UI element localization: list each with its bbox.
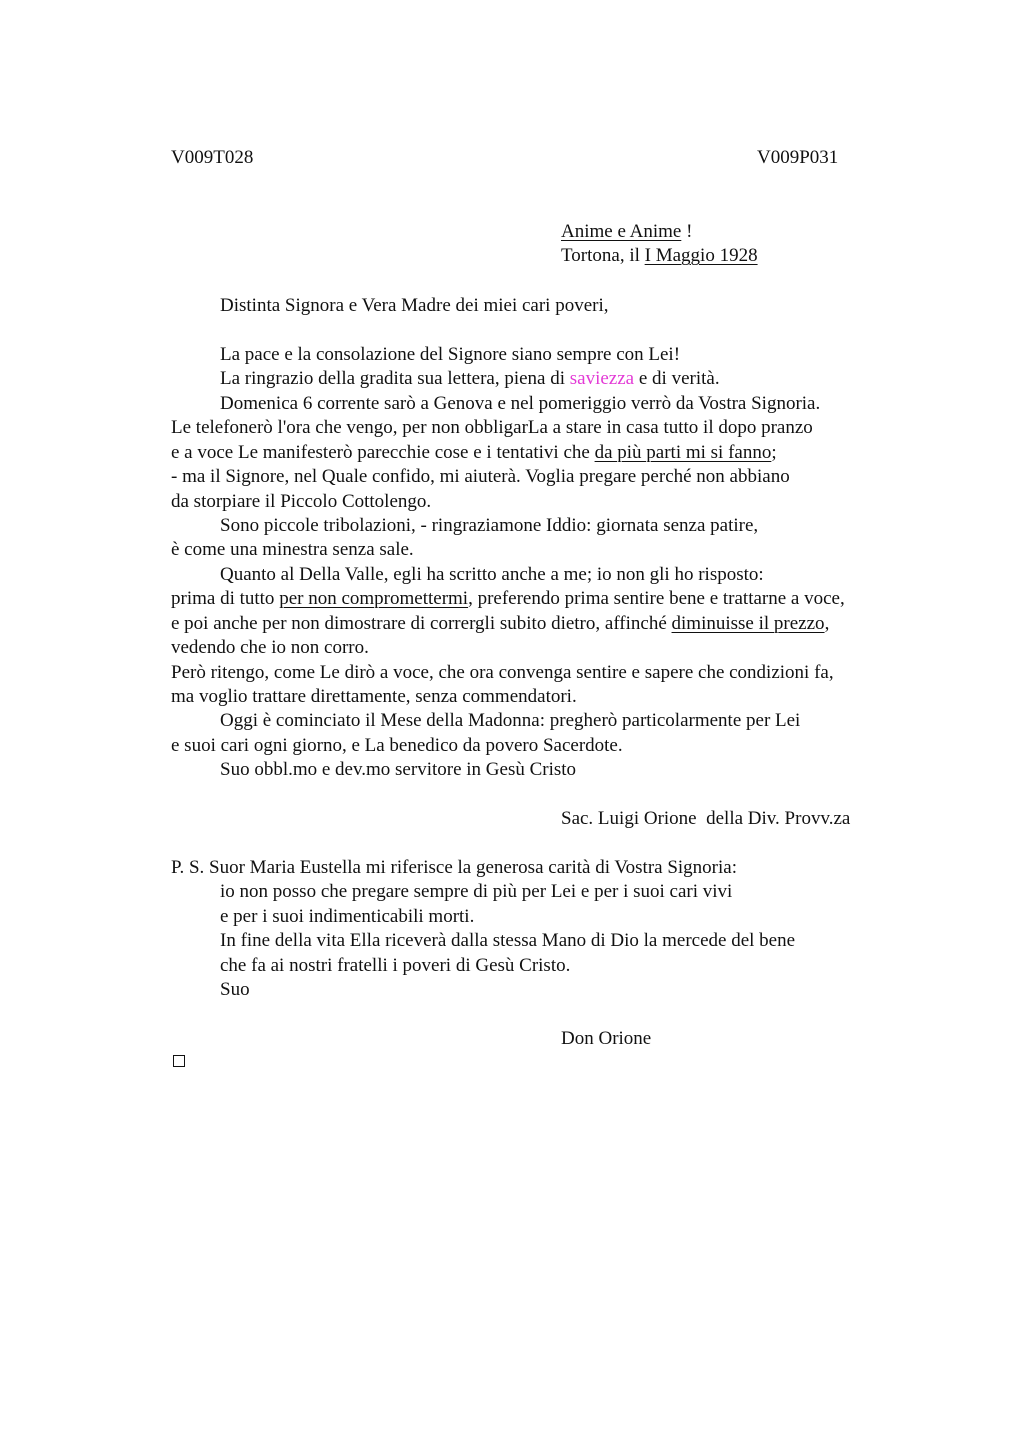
text-run: , <box>824 613 830 634</box>
body-line: ma voglio trattare direttamente, senza commendatori. <box>171 686 577 707</box>
body-line <box>171 441 777 465</box>
body-line: - ma il Signore, nel Quale confido, mi aiuterà. Voglia pregare perché non abbiano <box>171 466 790 487</box>
motto-line <box>561 220 692 244</box>
salutation: Distinta Signora e Vera Madre dei miei cari poveri, <box>220 295 609 316</box>
place: Tortona, il <box>561 245 645 266</box>
body-line: da storpiare il Piccolo Cottolengo. <box>171 491 432 512</box>
underlined-phrase: da più parti mi si fanno <box>594 442 772 463</box>
text-run: , preferendo prima sentire bene e trattarne a voce, <box>468 588 845 609</box>
text-run: La ringrazio della gradita sua lettera, piena di <box>220 368 570 389</box>
body-line: è come una minestra senza sale. <box>171 539 414 560</box>
text-run: e poi anche per non dimostrare di corrergli subito dietro, affinché <box>171 613 672 634</box>
body-line: Domenica 6 corrente sarò a Genova e nel pomeriggio verrò da Vostra Signoria. <box>220 393 821 414</box>
body-line: Le telefonerò l'ora che vengo, per non obbligarLa a stare in casa tutto il dopo pranzo <box>171 417 813 438</box>
header-right-code: V009P031 <box>757 147 839 168</box>
body-line <box>171 587 845 611</box>
motto: Anime e Anime <box>561 221 682 242</box>
place-date-line <box>561 244 758 268</box>
underlined-phrase: diminuisse il prezzo <box>671 613 825 634</box>
date: I Maggio 1928 <box>644 245 758 266</box>
text-run: ; <box>771 442 777 463</box>
postscript-line: In fine della vita Ella riceverà dalla stessa Mano di Dio la mercede del bene <box>220 930 796 951</box>
underlined-phrase: per non compromettermi <box>279 588 469 609</box>
body-line: Oggi è cominciato il Mese della Madonna: pregherò particolarmente per Lei <box>220 710 801 731</box>
body-line: Quanto al Della Valle, egli ha scritto anche a me; io non gli ho risposto: <box>220 564 764 585</box>
signature: Sac. Luigi Orione della Div. Provv.za <box>561 808 851 829</box>
header-left-code: V009T028 <box>171 147 254 168</box>
motto-suffix: ! <box>681 221 693 242</box>
postscript-line: io non posso che pregare sempre di più per Lei e per i suoi cari vivi <box>220 881 733 902</box>
text-run: prima di tutto <box>171 588 280 609</box>
body-line: e suoi cari ogni giorno, e La benedico da povero Sacerdote. <box>171 735 623 756</box>
body-line: vedendo che io non corro. <box>171 637 369 658</box>
body-line: La pace e la consolazione del Signore siano sempre con Lei! <box>220 344 681 365</box>
empty-checkbox-icon <box>173 1055 185 1067</box>
body-line <box>171 612 829 636</box>
highlighted-word: saviezza <box>569 368 635 389</box>
body-line: Però ritengo, come Le dirò a voce, che ora convenga sentire e sapere che condizioni fa, <box>171 662 834 683</box>
postscript-line: P. S. Suor Maria Eustella mi riferisce la generosa carità di Vostra Signoria: <box>171 857 738 878</box>
body-line: Sono piccole tribolazioni, - ringraziamone Iddio: giornata senza patire, <box>220 515 759 536</box>
postscript-line: che fa ai nostri fratelli i poveri di Gesù Cristo. <box>220 955 571 976</box>
text-run: e a voce Le manifesterò parecchie cose e i tentativi che <box>171 442 595 463</box>
closing-signature: Don Orione <box>561 1028 652 1049</box>
postscript-line: Suo <box>220 979 250 1000</box>
postscript-line: e per i suoi indimenticabili morti. <box>220 906 475 927</box>
body-line <box>220 367 720 391</box>
text-run: e di verità. <box>634 368 720 389</box>
body-line: Suo obbl.mo e dev.mo servitore in Gesù Cristo <box>220 759 577 780</box>
